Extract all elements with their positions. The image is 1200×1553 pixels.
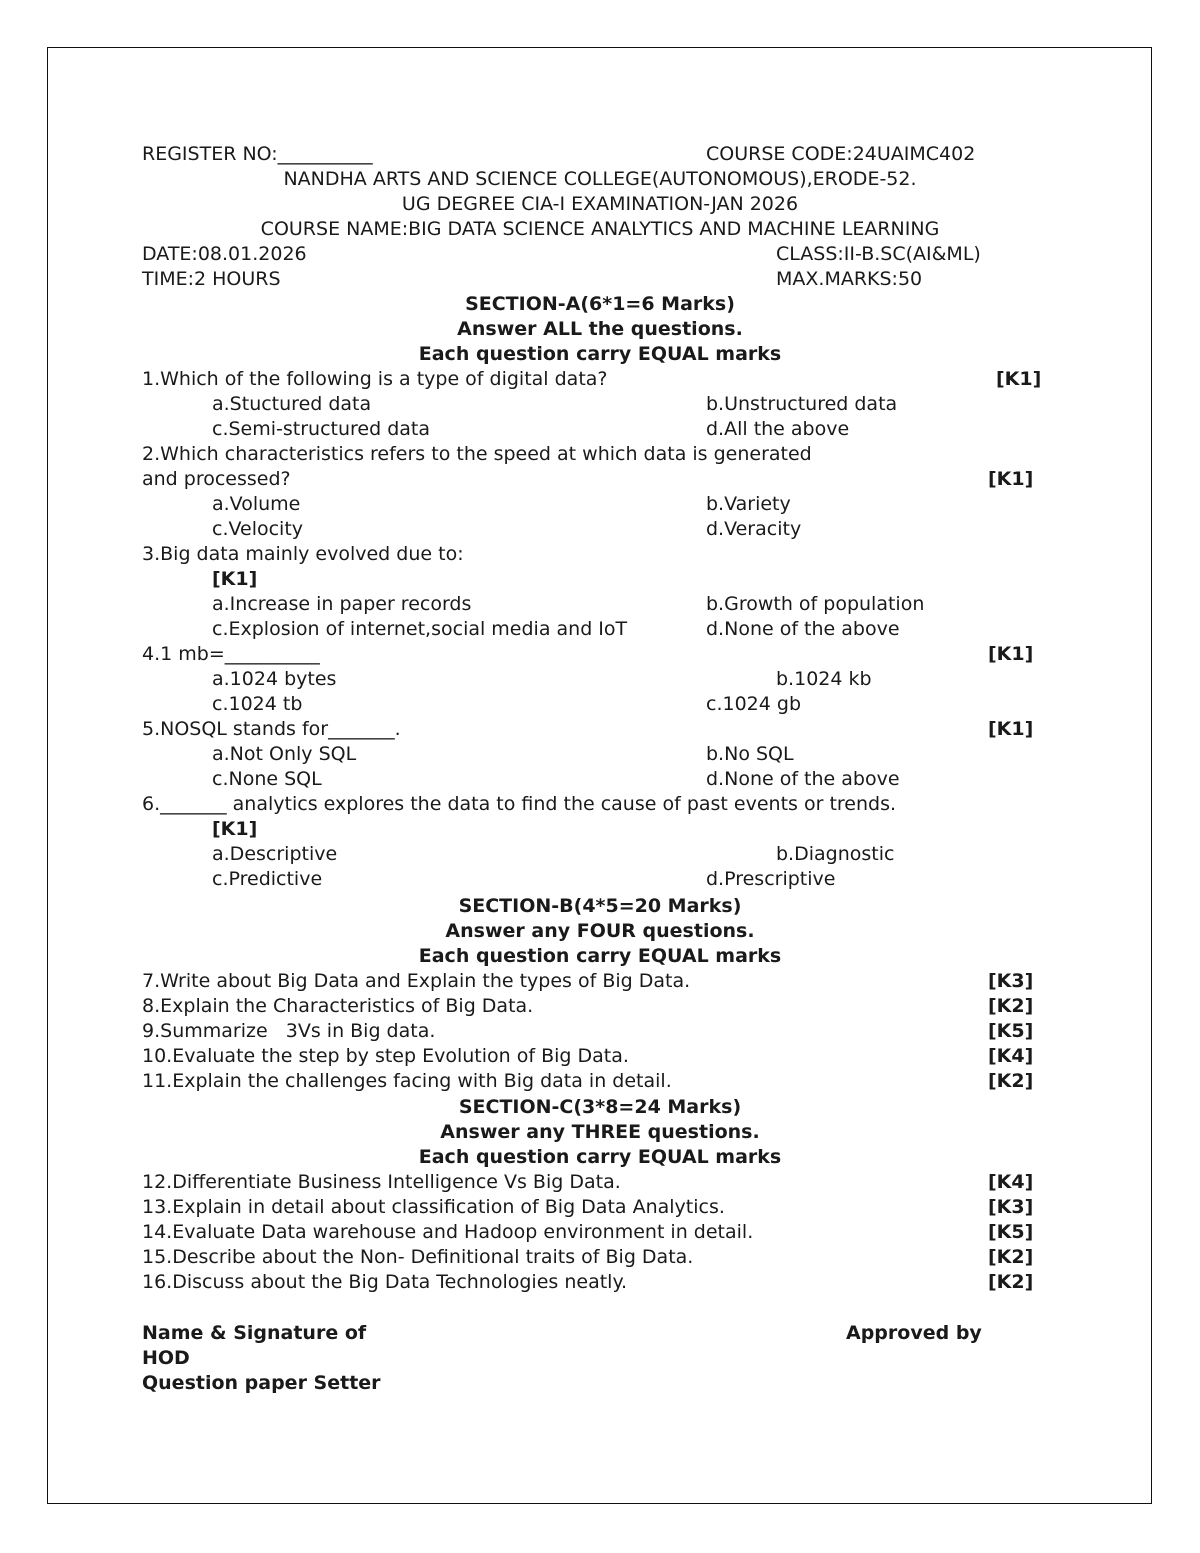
question-4: 4.1 mb=__________ (142, 643, 320, 665)
register-no: REGISTER NO:__________ (142, 143, 373, 165)
question-11: 11.Explain the challenges facing with Big data in detail. (142, 1070, 672, 1092)
q5-option-c: c.None SQL (212, 768, 322, 790)
course-name: COURSE NAME:BIG DATA SCIENCE ANALYTICS AND MACHINE LEARNING (260, 218, 940, 240)
question-12-level: [K4] (988, 1171, 1034, 1193)
question-9-level: [K5] (988, 1020, 1034, 1042)
question-9: 9.Summarize 3Vs in Big data. (142, 1020, 436, 1042)
section-a-note: Each question carry EQUAL marks (418, 343, 782, 365)
question-16-level: [K2] (988, 1271, 1034, 1293)
q6-option-b: b.Diagnostic (776, 843, 895, 865)
q5-option-b: b.No SQL (706, 743, 794, 765)
question-16: 16.Discuss about the Big Data Technologies neatly. (142, 1271, 628, 1293)
exam-title: UG DEGREE CIA-I EXAMINATION-JAN 2026 (401, 193, 799, 215)
q4-option-a: a.1024 bytes (212, 668, 337, 690)
class-info: CLASS:II-B.SC(AI&ML) (776, 243, 981, 265)
max-marks: MAX.MARKS:50 (776, 268, 923, 290)
question-12: 12.Differentiate Business Intelligence Vs Big Data. (142, 1171, 621, 1193)
q2-option-b: b.Variety (706, 493, 791, 515)
question-6-level: [K1] (212, 818, 258, 840)
question-15-level: [K2] (988, 1246, 1034, 1268)
exam-time: TIME:2 HOURS (142, 268, 281, 290)
question-5: 5.NOSQL stands for_______. (142, 718, 401, 740)
question-14: 14.Evaluate Data warehouse and Hadoop environment in detail. (142, 1221, 754, 1243)
question-13-level: [K3] (988, 1196, 1034, 1218)
question-10: 10.Evaluate the step by step Evolution of Big Data. (142, 1045, 629, 1067)
question-1: 1.Which of the following is a type of digital data? (142, 368, 608, 390)
question-2-level: [K1] (988, 468, 1034, 490)
q4-option-b: b.1024 kb (776, 668, 872, 690)
q3-option-d: d.None of the above (706, 618, 900, 640)
q6-option-a: a.Descriptive (212, 843, 338, 865)
q1-option-b: b.Unstructured data (706, 393, 898, 415)
q2-option-d: d.Veracity (706, 518, 802, 540)
question-3: 3.Big data mainly evolved due to: (142, 543, 464, 565)
section-c-instruction: Answer any THREE questions. (440, 1121, 760, 1143)
question-10-level: [K4] (988, 1045, 1034, 1067)
q5-option-d: d.None of the above (706, 768, 900, 790)
approved-by-label: Approved by (846, 1322, 982, 1344)
q4-option-d: c.1024 gb (706, 693, 801, 715)
section-b-note: Each question carry EQUAL marks (418, 945, 782, 967)
question-4-level: [K1] (988, 643, 1034, 665)
section-c-note: Each question carry EQUAL marks (418, 1146, 782, 1168)
question-15: 15.Describe about the Non- Definitional traits of Big Data. (142, 1246, 694, 1268)
question-14-level: [K5] (988, 1221, 1034, 1243)
section-b-instruction: Answer any FOUR questions. (445, 920, 755, 942)
q3-option-b: b.Growth of population (706, 593, 925, 615)
q3-option-c: c.Explosion of internet,social media and IoT (212, 618, 628, 640)
question-8-level: [K2] (988, 995, 1034, 1017)
college-name: NANDHA ARTS AND SCIENCE COLLEGE(AUTONOMOUS),ERODE-52. (283, 168, 917, 190)
question-2: 2.Which characteristics refers to the speed at which data is generated (142, 443, 812, 465)
question-3-level: [K1] (212, 568, 258, 590)
q1-option-a: a.Stuctured data (212, 393, 372, 415)
q6-option-c: c.Predictive (212, 868, 323, 890)
question-2-cont: and processed? (142, 468, 291, 490)
q5-option-a: a.Not Only SQL (212, 743, 357, 765)
question-6: 6._______ analytics explores the data to find the cause of past events or trends. (142, 793, 897, 815)
section-a-title: SECTION-A(6*1=6 Marks) (465, 293, 735, 315)
q6-option-d: d.Prescriptive (706, 868, 836, 890)
question-1-level: [K1] (996, 368, 1042, 390)
question-11-level: [K2] (988, 1070, 1034, 1092)
exam-date: DATE:08.01.2026 (142, 243, 307, 265)
question-setter-label: Question paper Setter (142, 1372, 381, 1394)
question-5-level: [K1] (988, 718, 1034, 740)
q2-option-c: c.Velocity (212, 518, 304, 540)
question-13: 13.Explain in detail about classification of Big Data Analytics. (142, 1196, 725, 1218)
section-a-instruction: Answer ALL the questions. (457, 318, 743, 340)
hod-label: HOD (142, 1347, 190, 1369)
q1-option-d: d.All the above (706, 418, 850, 440)
hod-signature-label: Name & Signature of (142, 1322, 367, 1344)
q3-option-a: a.Increase in paper records (212, 593, 472, 615)
section-b-title: SECTION-B(4*5=20 Marks) (458, 895, 742, 917)
section-c-title: SECTION-C(3*8=24 Marks) (458, 1096, 742, 1118)
q4-option-c: c.1024 tb (212, 693, 303, 715)
question-8: 8.Explain the Characteristics of Big Data. (142, 995, 534, 1017)
question-7-level: [K3] (988, 970, 1034, 992)
q2-option-a: a.Volume (212, 493, 301, 515)
question-7: 7.Write about Big Data and Explain the types of Big Data. (142, 970, 691, 992)
course-code: COURSE CODE:24UAIMC402 (706, 143, 976, 165)
q1-option-c: c.Semi-structured data (212, 418, 430, 440)
